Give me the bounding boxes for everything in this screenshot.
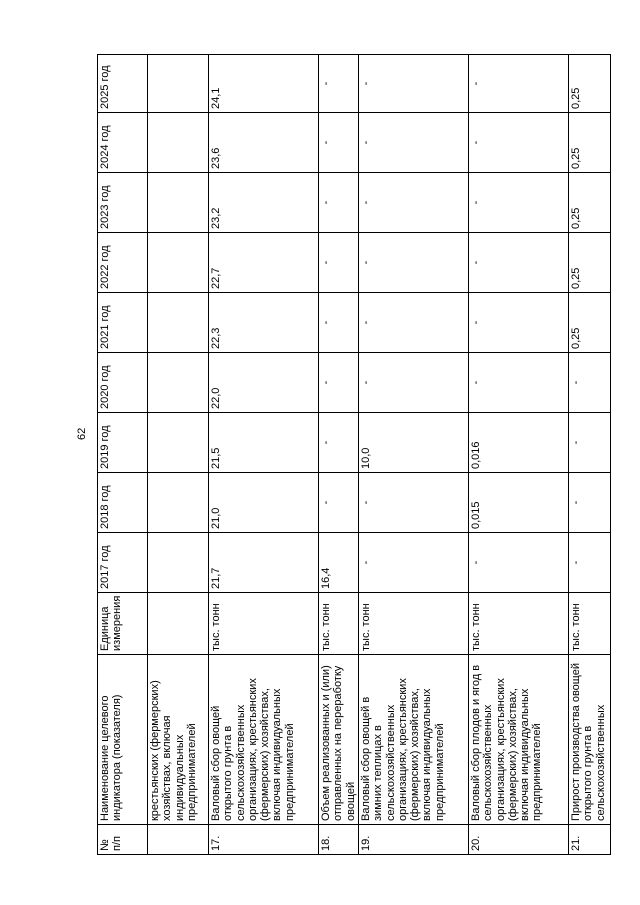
row-value: 0,016 bbox=[469, 413, 569, 473]
row-name: Валовый сбор овощей в зимних теплицах в сельскохозяйственных организациях, крестьянских (фермерских) хозяйствах, включая индивидуальных предпринимателей bbox=[359, 655, 469, 825]
row-value: - bbox=[569, 533, 611, 593]
row-value: - bbox=[319, 293, 359, 353]
row-value: - bbox=[319, 353, 359, 413]
header-year: 2022 год bbox=[98, 233, 148, 293]
row-unit: тыс. тонн bbox=[569, 593, 611, 655]
row-value: 0,25 bbox=[569, 293, 611, 353]
row-value: 22,0 bbox=[209, 353, 319, 413]
row-value: - bbox=[359, 113, 469, 173]
table-row bbox=[148, 55, 209, 855]
row-value: - bbox=[319, 173, 359, 233]
row-value bbox=[148, 113, 209, 173]
header-year: 2023 год bbox=[98, 173, 148, 233]
row-value: - bbox=[359, 55, 469, 113]
row-unit bbox=[148, 593, 209, 655]
header-name: Наименование целевого индикатора (показателя) bbox=[98, 655, 148, 825]
row-value: - bbox=[319, 413, 359, 473]
row-unit: тыс. тонн bbox=[359, 593, 469, 655]
row-num: 21. bbox=[569, 825, 611, 855]
row-num: 20. bbox=[469, 825, 569, 855]
table-row bbox=[319, 55, 359, 855]
row-value: 10,0 bbox=[359, 413, 469, 473]
row-value: 16,4 bbox=[319, 533, 359, 593]
row-value bbox=[148, 55, 209, 113]
row-value: - bbox=[569, 413, 611, 473]
row-num: 19. bbox=[359, 825, 469, 855]
row-value: - bbox=[359, 293, 469, 353]
indicators-table-rotated bbox=[97, 55, 610, 855]
row-num: 18. bbox=[319, 825, 359, 855]
row-value bbox=[148, 293, 209, 353]
row-value: - bbox=[359, 533, 469, 593]
row-value: 21,7 bbox=[209, 533, 319, 593]
row-value: - bbox=[359, 473, 469, 533]
row-num bbox=[148, 825, 209, 855]
row-value: - bbox=[319, 113, 359, 173]
row-value: - bbox=[469, 353, 569, 413]
row-value: - bbox=[359, 353, 469, 413]
header-unit: Единица измерения bbox=[98, 593, 148, 655]
row-value: - bbox=[469, 113, 569, 173]
indicators-table bbox=[97, 54, 611, 855]
header-year: 2019 год bbox=[98, 413, 148, 473]
row-value bbox=[148, 173, 209, 233]
row-name: Объем реализованных и (или) отправленных на переработку овощей bbox=[319, 655, 359, 825]
row-value: - bbox=[469, 55, 569, 113]
header-year: 2025 год bbox=[98, 55, 148, 113]
row-value: 21,5 bbox=[209, 413, 319, 473]
row-unit: тыс. тонн bbox=[209, 593, 319, 655]
row-value: - bbox=[569, 473, 611, 533]
row-value: 23,6 bbox=[209, 113, 319, 173]
row-value: 0,25 bbox=[569, 55, 611, 113]
table-row bbox=[469, 55, 569, 855]
row-name: Прирост производства овощей открытого грунта в сельскохозяйственных bbox=[569, 655, 611, 825]
header-year: 2021 год bbox=[98, 293, 148, 353]
header-year: 2017 год bbox=[98, 533, 148, 593]
row-value: - bbox=[469, 233, 569, 293]
row-num: 17. bbox=[209, 825, 319, 855]
row-value: 21,0 bbox=[209, 473, 319, 533]
row-value bbox=[148, 473, 209, 533]
table-row bbox=[359, 55, 469, 855]
row-value: - bbox=[359, 233, 469, 293]
header-year: 2020 год bbox=[98, 353, 148, 413]
table-row bbox=[569, 55, 611, 855]
row-value: - bbox=[469, 293, 569, 353]
header-num: № п/п bbox=[98, 825, 148, 855]
row-value: 22,7 bbox=[209, 233, 319, 293]
row-value: 0,25 bbox=[569, 173, 611, 233]
row-value bbox=[148, 233, 209, 293]
row-unit: тыс. тонн bbox=[469, 593, 569, 655]
row-value: - bbox=[469, 173, 569, 233]
row-value: 0,015 bbox=[469, 473, 569, 533]
row-name: Валовый сбор плодов и ягод в сельскохозяйственных организациях, крестьянских (фермерских) хозяйствах, включая индивидуальных предпринимателей bbox=[469, 655, 569, 825]
row-value bbox=[148, 533, 209, 593]
row-value: - bbox=[319, 55, 359, 113]
row-unit: тыс. тонн bbox=[319, 593, 359, 655]
row-name: крестьянских (фермерских) хозяйствах, включая индивидуальных предпринимателей bbox=[148, 655, 209, 825]
row-value: - bbox=[319, 233, 359, 293]
row-value: 23,2 bbox=[209, 173, 319, 233]
row-value: 0,25 bbox=[569, 113, 611, 173]
row-value: 0,25 bbox=[569, 233, 611, 293]
page-number: 62 bbox=[76, 427, 88, 440]
header-year: 2024 год bbox=[98, 113, 148, 173]
row-value bbox=[148, 413, 209, 473]
row-value bbox=[148, 353, 209, 413]
header-row bbox=[98, 55, 148, 855]
row-value: 24,1 bbox=[209, 55, 319, 113]
row-value: - bbox=[319, 473, 359, 533]
table-row bbox=[209, 55, 319, 855]
row-value: - bbox=[359, 173, 469, 233]
row-value: - bbox=[569, 353, 611, 413]
row-value: - bbox=[469, 533, 569, 593]
header-year: 2018 год bbox=[98, 473, 148, 533]
row-value: 22,3 bbox=[209, 293, 319, 353]
row-name: Валовый сбор овощей открытого грунта в сельскохозяйственных организациях, крестьянских (фермерских) хозяйствах, включая индивидуальных предпринимателей bbox=[209, 655, 319, 825]
